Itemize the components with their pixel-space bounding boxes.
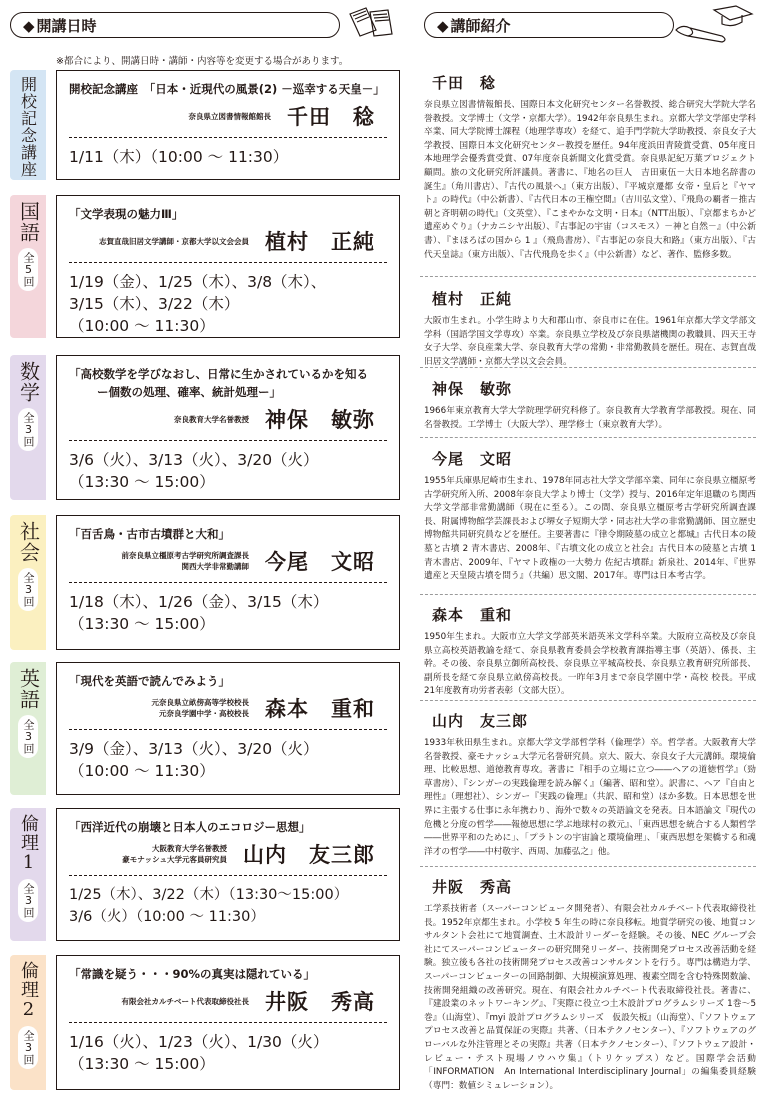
course-card bbox=[10, 515, 400, 650]
lecturer-name: 千田 稔 bbox=[432, 74, 497, 92]
lecturer-bio bbox=[420, 288, 756, 369]
affiliation-line: 前奈良県立橿原考古学研究所調査課長 bbox=[121, 551, 249, 560]
dashed-divider bbox=[69, 262, 387, 263]
dashed-divider bbox=[69, 582, 387, 583]
dashed-divider bbox=[69, 875, 387, 876]
course-card bbox=[10, 355, 400, 500]
lecturer-name: 山内 友三郎 bbox=[432, 712, 529, 730]
affiliation-line: 豪モナッシュ大学元客員研究員 bbox=[122, 855, 227, 864]
instructor-name: 森本 重和 bbox=[265, 697, 375, 721]
affiliation-line: 奈良県立図書情報館館長 bbox=[188, 111, 271, 121]
course-card bbox=[10, 808, 400, 941]
lecturers-header bbox=[424, 12, 674, 38]
subject-tab bbox=[10, 662, 46, 795]
diamond-icon: ◆ bbox=[23, 17, 35, 35]
subject-tab bbox=[10, 70, 46, 180]
date-line: 3/6（火）（10:00 ～ 11:30） bbox=[69, 909, 265, 925]
subject-label: 倫理1 bbox=[18, 814, 39, 874]
subject-label: 社会 bbox=[16, 521, 41, 563]
instructor bbox=[57, 404, 399, 434]
lecturer-profile: 1955年兵庫県尼崎市生まれ、1978年同志社大学文学部卒業、同年に奈良県立橿原考古学研究所入所、2008年奈良大学より博士（文学）授与、2016年定年退職のち関西大学文学部非常勤講師（現在に至る）。この間、奈良県立橿原考古学研究所調査課長、附属博物館学芸課長および堺女子短期大学・同志社大学の非常勤講師、国立歴史博物館共同研究員などを歴任。主要著書に『律令期陵墓の成立と都城』古代日本の陵墓と古墳 2 青木書店、2008年、『古墳文化の成立と社会』古代日本の陵墓と古墳 1 青木書店、2009年、『ヤマト政権の一大勢力 佐紀古墳群』新泉社、2014年、『世界遺産と天皇陵古墳を問う』（共編）思文閣、2017年。専門は日本考古学。 bbox=[424, 476, 756, 582]
date-line: 1/11（木）（10:00 ～ 11:30） bbox=[69, 148, 289, 166]
dashed-divider bbox=[69, 137, 387, 138]
dashed-divider bbox=[420, 437, 756, 438]
lecturer-profile: 1933年秋田県生まれ。京都大学文学部哲学科（倫理学）卒。哲学者。大阪教育大学名誉教授、豪モナッシュ大学元名誉研究員。京大、阪大、奈良女子大元講師。環境倫理、比較思想、道徳教育専攻。著書に『相手の立場に立つ――ヘアの道徳哲学』（勁草書房）、『シンガーの実践倫理を読み解く』（編著、昭和堂）。訳書に、ヘア『自由と理性』（理想社）、シンガー『実践の倫理』（共訳、昭和堂）ほか多数。日本思想を世界に主張する仕事に永年携わり、海外で数々の英語論文を発表。日本語論文『現代の危機と分度の哲学――報徳思想に学ぶ地球村の救元』、「東西思想を統合する人類哲学――世界平和のために」、「プラトンの宇宙論と環境倫理」、「東西思想を架橋する和魂洋才の哲学――中村敬宇、西周、加藤弘之」他。 bbox=[424, 738, 756, 857]
date-line: 3/9（金）、3/13（火）、3/20（火） bbox=[69, 740, 319, 758]
instructor-affiliation bbox=[152, 697, 250, 719]
session-count: 全3回 bbox=[18, 715, 38, 758]
course-box bbox=[56, 662, 400, 795]
course-dates bbox=[69, 449, 399, 493]
books-icon bbox=[346, 4, 398, 40]
subject-tab bbox=[10, 195, 46, 338]
notice-text: ※都合により、開講日時・講師・内容等を変更する場合があります。 bbox=[56, 56, 349, 67]
course-box bbox=[56, 515, 400, 650]
subject-tab bbox=[10, 808, 46, 941]
course-title: 開校記念講座 「日本・近現代の風景(2) －巡幸する天皇－」 bbox=[69, 82, 385, 96]
schedule-header-title: 開講日時 bbox=[36, 17, 97, 35]
dashed-divider bbox=[69, 729, 387, 730]
lecturer-bio bbox=[420, 72, 756, 262]
dashed-divider bbox=[420, 367, 756, 368]
session-count: 全3回 bbox=[18, 1026, 38, 1069]
affiliation-line: 大阪教育大学名誉教授 bbox=[152, 844, 227, 853]
schedule-header bbox=[10, 12, 340, 38]
graduation-cap-icon bbox=[672, 4, 754, 44]
session-count: 全3回 bbox=[18, 568, 38, 611]
lecturer-bio bbox=[420, 876, 756, 1093]
date-line: 3/15（木）、3/22（木） bbox=[69, 295, 240, 313]
lecturer-name: 森本 重和 bbox=[432, 606, 513, 624]
instructor-affiliation bbox=[122, 843, 227, 865]
dashed-divider bbox=[420, 594, 756, 595]
date-line: 1/16（火）、1/23（火）、1/30（火） bbox=[69, 1033, 329, 1051]
dashed-divider bbox=[420, 700, 756, 701]
lecturer-profile: 大阪市生まれ。小学生時より大和郡山市、奈良市に在住。1961年京都大学文学部文学科（国語学国文学専攻）卒業。奈良県立学校及び奈良県諸機関の教職員、四天王寺女子大学、奈良産業大学、奈良教育大学の常勤・非常勤教員を歴任。現在、志賀直哉旧居文学講師・京都大学以文会会員。 bbox=[424, 316, 756, 367]
session-count: 全5回 bbox=[18, 248, 38, 291]
instructor-name: 植村 正純 bbox=[265, 230, 375, 254]
course-dates bbox=[69, 738, 399, 782]
course-box bbox=[56, 808, 400, 941]
instructor bbox=[57, 986, 399, 1016]
instructor bbox=[57, 101, 399, 131]
instructor bbox=[57, 226, 399, 256]
date-line: （13:30 ～ 15:00） bbox=[69, 615, 215, 633]
date-line: 1/19（金）、1/25（木）、3/8（木）、 bbox=[69, 273, 327, 291]
instructor-name: 今尾 文昭 bbox=[265, 550, 375, 574]
date-line: 1/18（木）、1/26（金）、3/15（木） bbox=[69, 593, 329, 611]
lecturer-profile: 奈良県立図書情報館長、国際日本文化研究センター名誉教授、総合研究大学院大学名誉教授。文学博士（文学・京都大学）。1942年奈良県生まれ。京都大学文学部史学科卒業、同大学院博士課程（地理学専攻）を経て、追手門学院大学助教授、奈良女子大学教授、国際日本文化研究センター教授を歴任。94年度浜田青陵賞受賞、05年度日本地理学会優秀賞受賞、07年度奈良新聞文化賞受賞。奈良県記紀万葉プロジェクト顧問。旅の文化研究所評議員。著書に、『地名の巨人 吉田東伍－大日本地名辞書の誕生』（角川書店）、『古代の風景へ』（東方出版）、『平城京遷都 女帝・皇后と『ヤマト』の時代』（中公新書）、『古代日本の王権空間』（吉川弘文堂）、『飛鳥の覇者－推古朝と斉明朝の時代』（文英堂）、『こまやかな文明・日本』（NTT出版）、『京都まちかど遺産めぐり』（ナカニシヤ出版）、『古事記の宇宙（コスモス）－神と自然－』（中公新書）、『まほろばの国から 1 』（飛鳥書房）、『古事記の奈良大和路』（東方出版）、『古代天皇誌』（東方出版）、『古代飛鳥を歩く』（中公新書）など、著作、監修多数。 bbox=[424, 100, 756, 260]
course-box bbox=[56, 355, 400, 500]
lecturer-name: 神保 敏弥 bbox=[432, 380, 513, 398]
lecturer-profile: 1950年生まれ。大阪市立大学文学部英米語英米文学科卒業。大阪府立高校及び奈良県立高校英語教諭を経て、奈良県教育委員会学校教育課指導主事（英語）、係長、主幹。その後、奈良県立御所高校長、奈良県立平城高校長、奈良県立教育研究所部長、副所長を経て奈良県立畝傍高校長。一昨年3月まで奈良学園中学・高校 校長。平成21年度教育功労者表彰（文部大臣）。 bbox=[424, 632, 756, 697]
course-box bbox=[56, 195, 400, 338]
session-count: 全3回 bbox=[18, 879, 38, 922]
course-title: 「高校数学を学びなおし、日常に生かされているかを知る bbox=[69, 367, 368, 381]
course-box bbox=[56, 955, 400, 1090]
course-card bbox=[10, 955, 400, 1090]
course-title: 「百舌鳥・古市古墳群と大和」 bbox=[69, 527, 230, 541]
lecturer-bio bbox=[420, 710, 756, 859]
instructor-name: 井阪 秀高 bbox=[265, 990, 375, 1014]
instructor-name: 山内 友三郎 bbox=[243, 843, 375, 867]
course-dates bbox=[69, 591, 399, 635]
instructor-affiliation bbox=[122, 550, 250, 572]
course-card bbox=[10, 195, 400, 338]
lecturer-bio bbox=[420, 378, 756, 432]
instructor-name: 千田 稔 bbox=[287, 105, 375, 129]
date-line: （10:00 ～ 11:30） bbox=[69, 762, 215, 780]
affiliation-line: 元奈良学園中学・高校校長 bbox=[159, 709, 249, 718]
dashed-divider bbox=[420, 866, 756, 867]
date-line: 1/25（木）、3/22（木）（13:30～15:00） bbox=[69, 887, 349, 903]
subject-tab bbox=[10, 515, 46, 650]
course-title: 「西洋近代の崩壊と日本人のエコロジー思想」 bbox=[69, 820, 311, 834]
diamond-icon: ◆ bbox=[437, 17, 449, 35]
subject-tab bbox=[10, 955, 46, 1090]
subject-tab bbox=[10, 355, 46, 500]
course-title: 「文学表現の魅力Ⅲ」 bbox=[69, 207, 184, 221]
date-line: （13:30 ～ 15:00） bbox=[69, 1055, 215, 1073]
course-title: 「現代を英語で読んでみよう」 bbox=[69, 674, 230, 688]
subject-label: 開校記念講座 bbox=[18, 76, 38, 178]
instructor-affiliation bbox=[174, 414, 249, 425]
lecturer-bio bbox=[420, 604, 756, 699]
dashed-divider bbox=[69, 1022, 387, 1023]
affiliation-line: 奈良教育大学名誉教授 bbox=[174, 414, 249, 424]
date-line: 3/6（火）、3/13（火）、3/20（火） bbox=[69, 451, 319, 469]
affiliation-line: 志賀直哉旧居文学講師・京都大学以文会会員 bbox=[99, 236, 249, 246]
course-title: 「常識を疑う・・・90%の真実は隠れている」 bbox=[69, 967, 316, 981]
instructor-affiliation bbox=[189, 111, 272, 122]
affiliation-line: 元奈良県立畝傍高等学校校長 bbox=[151, 698, 249, 707]
subject-label: 数学 bbox=[16, 361, 41, 403]
lecturers-header-title: 講師紹介 bbox=[450, 17, 511, 35]
lecturer-bio bbox=[420, 448, 756, 584]
subject-label: 国語 bbox=[16, 201, 41, 243]
lecturer-profile: 工学系技術者（スーパーコンピュータ開発者）、有限会社カルチベート代表取締役社長。1952年京都生まれ。小学校 5 年生の時に奈良移転。地質学研究の後、地質コンサルタント会社にて地質調査、土木設計リーダーを経験。その後、NEC グループ会社にてスーパーコンピューターの研究開発リーダー、技術開発プロセス改善活動を経験。独立後も各社の技術開発プロセス改善コンサルタントを行う。専門は構造力学、スーパーコンピューターの回路制御、大規模演算処理、複素空間を含む特殊関数論、技術開発組織の改善研究。現在、有限会社カルチベート代表取締役社長。著書に、『建設業のネットワーキング』、『実際に役立つ土木設計プログラムシリーズ 1巻～5 巻』（山海堂）、『myi 設計プログラムシリーズ 仮設矢板』（山海堂）、『ソフトウェアプロセス改善と品質保証の実際』共著、（日本テクノセンター）、『ソフトウェアのグローバルな外注管理とその実際』共著（日本テクノセンター）、『ソフトウェア設計・レビュー・テスト現場ノウハウ集』（トリケップス）など。国際学会活動「INFORMATION An International Interdisciplinary Journal」の編集委員経験（専門：数値シミュレーション）。 bbox=[424, 904, 756, 1091]
lecturer-name: 植村 正純 bbox=[432, 290, 513, 308]
subject-label: 英語 bbox=[16, 668, 41, 710]
date-line: （10:00 ～ 11:30） bbox=[69, 317, 215, 335]
course-dates bbox=[69, 271, 399, 337]
instructor bbox=[57, 693, 399, 723]
instructor-affiliation bbox=[122, 996, 250, 1007]
course-card bbox=[10, 70, 400, 180]
lecturer-name: 井阪 秀高 bbox=[432, 878, 513, 896]
course-dates bbox=[69, 146, 399, 168]
subject-label: 倫理2 bbox=[18, 961, 39, 1021]
dashed-divider bbox=[420, 276, 756, 277]
affiliation-line: 有限会社カルチベート代表取締役社長 bbox=[121, 996, 249, 1006]
lecturer-profile: 1966年東京教育大学大学院理学研究科修了。奈良教育大学教育学部教授。現在、同名誉教授。工学博士（大阪大学）、理学修士（東京教育大学）。 bbox=[424, 406, 756, 430]
session-count: 全3回 bbox=[18, 408, 38, 451]
instructor bbox=[57, 546, 399, 576]
instructor bbox=[57, 839, 399, 869]
course-dates bbox=[69, 884, 399, 928]
course-box bbox=[56, 70, 400, 180]
dashed-divider bbox=[69, 440, 387, 441]
instructor-affiliation bbox=[99, 236, 249, 247]
instructor-name: 神保 敏弥 bbox=[265, 408, 375, 432]
course-dates bbox=[69, 1031, 399, 1075]
lecturer-name: 今尾 文昭 bbox=[432, 450, 513, 468]
affiliation-line: 関西大学非常勤講師 bbox=[181, 562, 249, 571]
course-subtitle: ー個数の処理、確率、統計処理ー」 bbox=[97, 385, 281, 399]
course-card bbox=[10, 662, 400, 795]
date-line: （13:30 ～ 15:00） bbox=[69, 473, 215, 491]
